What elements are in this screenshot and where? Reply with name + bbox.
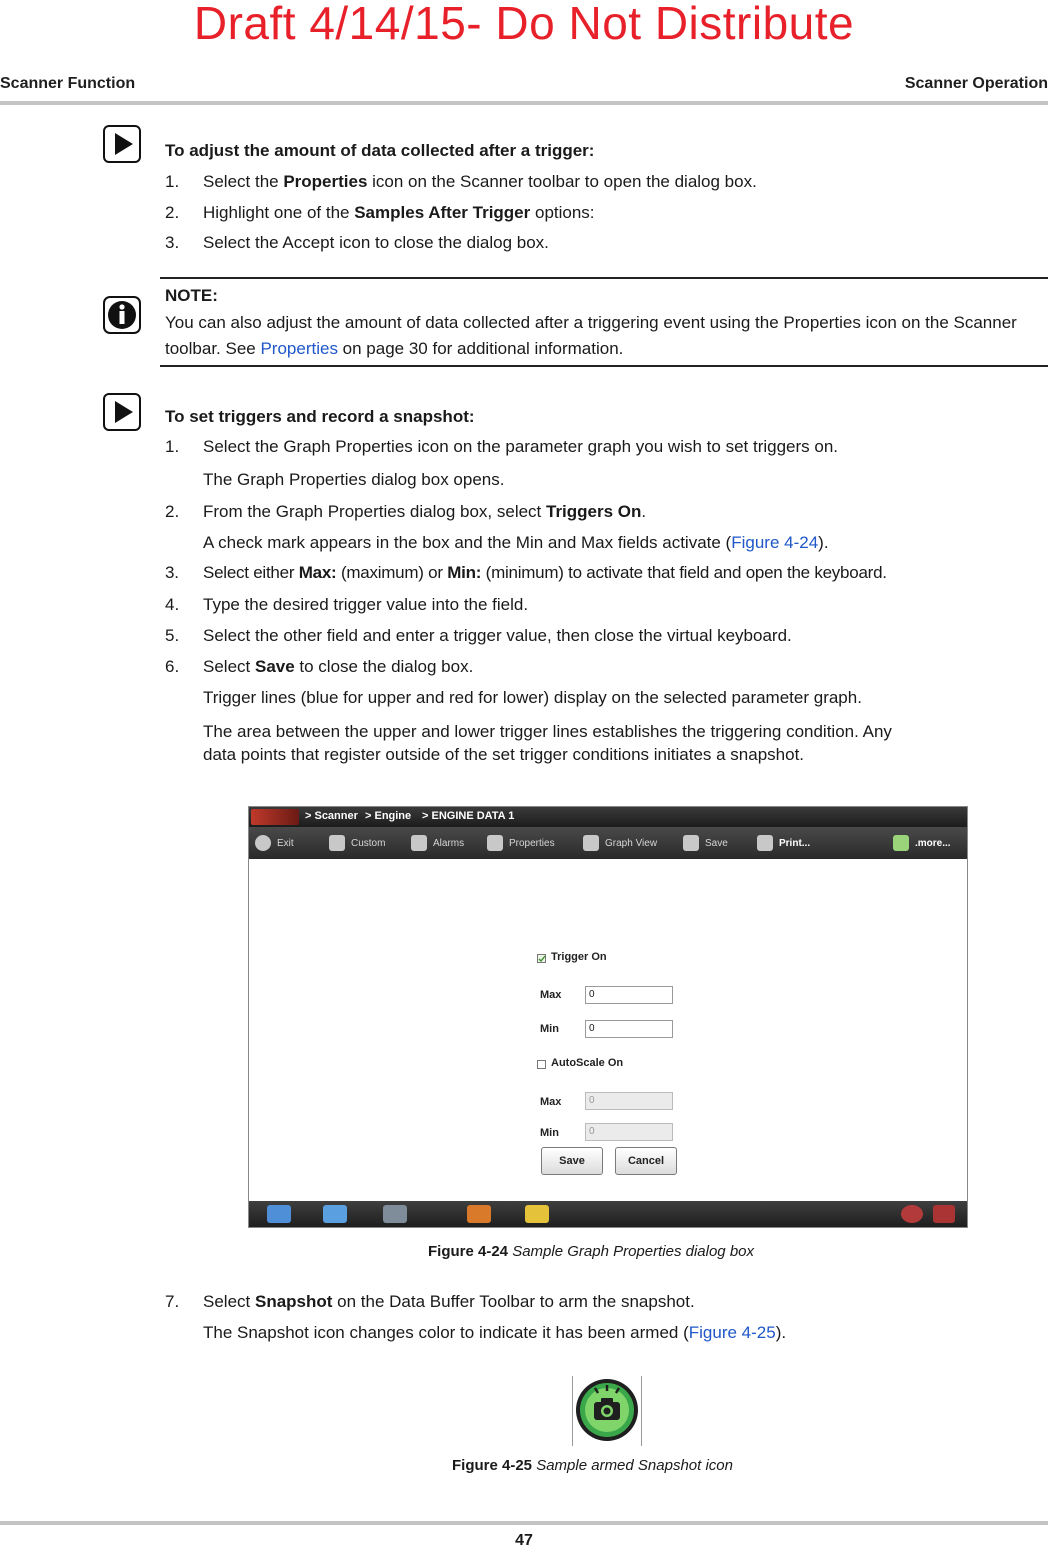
autoscale-min-label: Min xyxy=(540,1127,559,1139)
trigger-max-field[interactable]: 0 xyxy=(585,986,673,1004)
procedure-arrow-icon xyxy=(103,125,141,163)
trigger-on-label: Trigger On xyxy=(551,951,607,963)
snapshot-figure-frame xyxy=(572,1376,642,1446)
home-icon[interactable] xyxy=(267,1205,291,1223)
step-result: The Graph Properties dialog box opens. xyxy=(203,470,505,489)
step-text: From the Graph Properties dialog box, select Triggers On. xyxy=(203,502,647,521)
autoscale-on-checkbox[interactable] xyxy=(537,1060,546,1069)
note-text: You can also adjust the amount of data collected after a triggering event using the Properties icon on the Scanner toolbar. See Properties on page 30 for additional information. xyxy=(165,313,1017,358)
step-number: 6. xyxy=(165,657,180,676)
step-number: 2. xyxy=(165,203,180,222)
autoscale-max-field: 0 xyxy=(585,1092,673,1110)
alarm-bell-icon xyxy=(411,835,427,851)
breadcrumb-bar xyxy=(249,807,967,827)
step-number: 1. xyxy=(165,172,180,191)
step-number: 7. xyxy=(165,1292,180,1311)
step-text: Select the Properties icon on the Scanner toolbar to open the dialog box. xyxy=(203,172,757,191)
breadcrumb-item[interactable]: > Engine xyxy=(365,810,412,822)
record-icon[interactable] xyxy=(933,1205,955,1223)
graph-properties-screenshot xyxy=(248,806,968,1228)
procedure-title: To adjust the amount of data collected after a trigger: xyxy=(165,141,595,160)
trigger-min-label: Min xyxy=(540,1023,559,1035)
toolbar-graph-view[interactable]: Graph View xyxy=(583,835,657,851)
step-result: data points that register outside of the set trigger conditions initiates a snapshot. xyxy=(203,745,805,764)
step-result: Trigger lines (blue for upper and red for lower) display on the selected parameter graph. xyxy=(203,688,862,707)
step-number: 3. xyxy=(165,233,180,252)
step-number: 2. xyxy=(165,502,180,521)
trigger-on-checkbox[interactable] xyxy=(537,954,546,963)
step-result: The area between the upper and lower trigger lines establishes the triggering condition. Any xyxy=(203,722,892,741)
autoscale-on-label: AutoScale On xyxy=(551,1057,624,1069)
dialog-body xyxy=(249,859,967,1201)
step-text: Select either Max: (maximum) or Min: (minimum) to activate that field and open the keyboard. xyxy=(203,563,887,582)
save-icon xyxy=(683,835,699,851)
figure-caption: Figure 4-25 Sample armed Snapshot icon xyxy=(452,1457,733,1474)
note-top-rule xyxy=(160,277,1048,279)
toolbar-print[interactable]: Print... xyxy=(757,835,810,851)
step-text: Highlight one of the Samples After Trigger options: xyxy=(203,203,595,222)
vehicle-comm-icon[interactable] xyxy=(901,1205,923,1223)
step-text: Select Snapshot on the Data Buffer Toolbar to arm the snapshot. xyxy=(203,1292,695,1311)
trigger-max-label: Max xyxy=(540,989,562,1001)
figure-4-24-link[interactable]: Figure 4-24 xyxy=(731,533,819,552)
save-button[interactable]: Save xyxy=(541,1147,603,1175)
trigger-min-field[interactable]: 0 xyxy=(585,1020,673,1038)
gear-icon xyxy=(487,835,503,851)
figure-caption: Figure 4-24 Sample Graph Properties dialog box xyxy=(428,1243,755,1260)
guided-component-icon[interactable] xyxy=(467,1205,491,1223)
breadcrumb-item[interactable]: > ENGINE DATA 1 xyxy=(422,810,515,822)
header-rule xyxy=(0,101,1048,105)
cancel-button[interactable]: Cancel xyxy=(615,1147,677,1175)
step-number: 1. xyxy=(165,437,180,456)
figure-4-25-link[interactable]: Figure 4-25 xyxy=(688,1323,776,1342)
procedure-title: To set triggers and record a snapshot: xyxy=(165,407,475,426)
autoscale-min-field: 0 xyxy=(585,1123,673,1141)
step-text: Select the other field and enter a trigger value, then close the virtual keyboard. xyxy=(203,626,792,645)
header-section-right: Scanner Operation xyxy=(904,75,1048,92)
footer-rule xyxy=(0,1521,1048,1525)
app-logo-icon xyxy=(251,809,299,825)
toolbar-properties[interactable]: Properties xyxy=(487,835,555,851)
toolbar-alarms[interactable]: Alarms xyxy=(411,835,464,851)
toolbar-custom[interactable]: Custom xyxy=(329,835,385,851)
step-text: Select the Accept icon to close the dialog box. xyxy=(203,233,549,252)
properties-link[interactable]: Properties xyxy=(260,339,338,358)
step-result: A check mark appears in the box and the Min and Max fields activate (Figure 4-24). xyxy=(203,533,829,552)
toolbar-more[interactable]: .more... xyxy=(893,835,951,851)
graph-view-icon xyxy=(583,835,599,851)
toolbar-save[interactable]: Save xyxy=(683,835,728,851)
note-title: NOTE: xyxy=(165,286,218,305)
step-number: 5. xyxy=(165,626,180,645)
step-text: Type the desired trigger value into the field. xyxy=(203,595,529,614)
bottom-nav-bar xyxy=(249,1201,967,1227)
draft-watermark: Draft 4/14/15- Do Not Distribute xyxy=(193,0,855,49)
exit-icon xyxy=(255,835,271,851)
breadcrumb-item[interactable]: > Scanner xyxy=(305,810,358,822)
page-number: 47 xyxy=(515,1532,533,1549)
armed-snapshot-icon xyxy=(573,1376,641,1446)
autoscale-max-label: Max xyxy=(540,1096,562,1108)
step-result: The Snapshot icon changes color to indicate it has been armed (Figure 4-25). xyxy=(203,1323,787,1342)
more-menu-icon xyxy=(893,835,909,851)
scanner-icon[interactable] xyxy=(323,1205,347,1223)
toolbar-exit[interactable]: Exit xyxy=(255,835,294,851)
step-text: Select Save to close the dialog box. xyxy=(203,657,474,676)
procedure-arrow-icon xyxy=(103,393,141,431)
star-icon xyxy=(329,835,345,851)
header-section-left: Scanner Function xyxy=(0,75,136,92)
data-manager-icon[interactable] xyxy=(525,1205,549,1223)
step-number: 4. xyxy=(165,595,180,614)
step-text: Select the Graph Properties icon on the parameter graph you wish to set triggers on. xyxy=(203,437,839,456)
step-number: 3. xyxy=(165,563,179,582)
tools-icon[interactable] xyxy=(383,1205,407,1223)
scanner-toolbar xyxy=(249,827,967,859)
info-icon xyxy=(103,296,141,334)
printer-icon xyxy=(757,835,773,851)
note-bottom-rule xyxy=(160,365,1048,367)
